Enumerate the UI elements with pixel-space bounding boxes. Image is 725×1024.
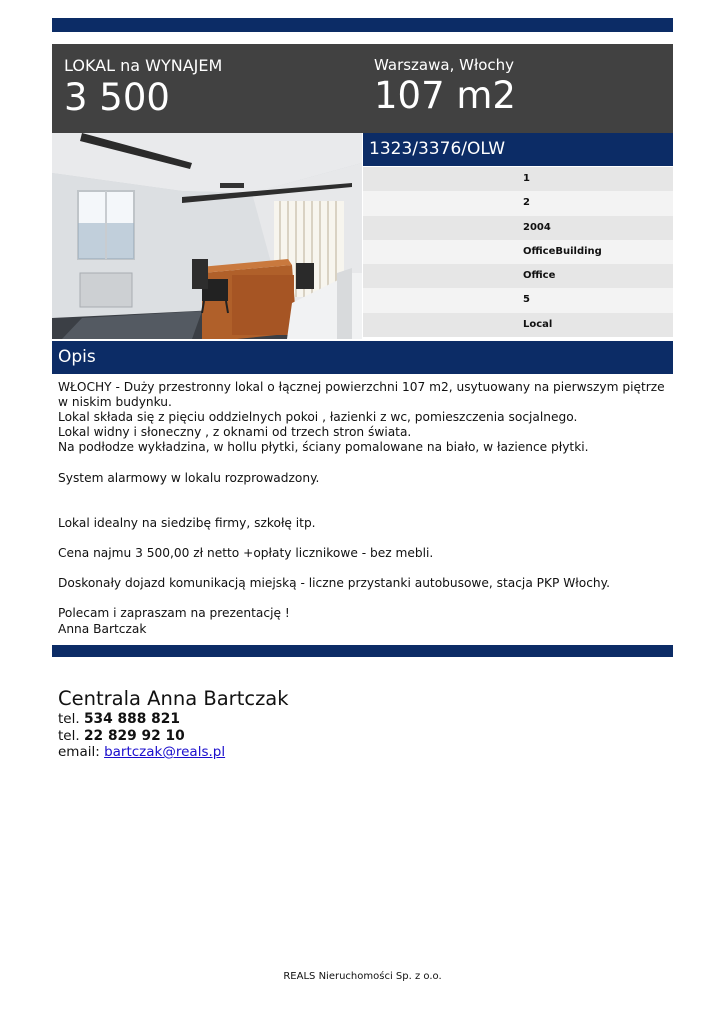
- attribute-row: 2: [363, 191, 673, 215]
- description-line: Cena najmu 3 500,00 zł netto +opłaty licznikowe - bez mebli.: [58, 546, 434, 561]
- description-line: Na podłodze wykładzina, w hollu płytki, ściany pomalowane na biało, w łazience płytki.: [58, 440, 589, 455]
- description-line: [58, 455, 670, 470]
- listing-location: Warszawa, Włochy: [374, 56, 515, 74]
- bottom-accent-bar: [52, 645, 673, 657]
- contact-name: Centrala Anna Bartczak: [58, 687, 289, 710]
- footer-company: REALS Nieruchomości Sp. z o.o.: [283, 971, 442, 982]
- phone-number-2: 22 829 92 10: [83, 727, 185, 744]
- description-line: [58, 561, 670, 576]
- description-line: Lokal widny i słoneczny , z oknami od trzech stron świata.: [58, 425, 412, 440]
- attribute-row: OfficeBuilding: [363, 240, 673, 264]
- phone-line-2: [58, 728, 289, 745]
- phone-label: tel.: [58, 727, 80, 744]
- header-right: [374, 55, 516, 117]
- top-accent-bar: [52, 18, 673, 32]
- phone-label: tel.: [58, 711, 80, 727]
- attribute-row: Local: [363, 313, 673, 337]
- office-photo: [52, 133, 362, 339]
- listing-header: [52, 44, 673, 133]
- listing-price: 3 500: [64, 76, 170, 119]
- header-left: [64, 56, 222, 120]
- listing-type: LOKAL na WYNAJEM: [64, 56, 223, 75]
- description-line: Doskonały dojazd komunikacją miejską - liczne przystanki autobusowe, stacja PKP Włochy.: [58, 576, 610, 591]
- description-line: Lokal idealny na siedzibę firmy, szkołę itp.: [58, 515, 316, 530]
- attribute-row: 2004: [363, 216, 673, 240]
- description-line: WŁOCHY - Duży przestronny lokal o łącznej powierzchni 107 m2, usytuowany na pierwszym piętrze w niskim budynku.: [58, 380, 665, 410]
- description-line: [58, 501, 670, 516]
- description-body: [58, 380, 670, 637]
- attribute-row: 5: [363, 288, 673, 312]
- description-heading: Opis: [52, 341, 673, 374]
- email-label: email:: [58, 744, 100, 760]
- description-line: [58, 531, 670, 546]
- attribute-row: 1: [363, 167, 673, 191]
- phone-line-1: [58, 711, 289, 728]
- email-link[interactable]: bartczak@reals.pl: [104, 744, 226, 760]
- description-line: [58, 486, 670, 501]
- email-line: [58, 744, 289, 761]
- attributes-table: [363, 167, 673, 337]
- description-line: [58, 591, 670, 606]
- attribute-row: Office: [363, 264, 673, 288]
- description-line: Polecam i zapraszam na prezentację !: [58, 606, 290, 621]
- description-line: Lokal składa się z pięciu oddzielnych pokoi , łazienki z wc, pomieszczenia socjalnego.: [58, 410, 578, 425]
- contact-block: [58, 687, 289, 761]
- description-line: Anna Bartczak: [58, 621, 147, 636]
- description-line: System alarmowy w lokalu rozprowadzony.: [58, 470, 320, 485]
- listing-reference: 1323/3376/OLW: [363, 133, 673, 166]
- listing-area: 107 m2: [374, 74, 516, 117]
- phone-number-1: 534 888 821: [83, 711, 180, 727]
